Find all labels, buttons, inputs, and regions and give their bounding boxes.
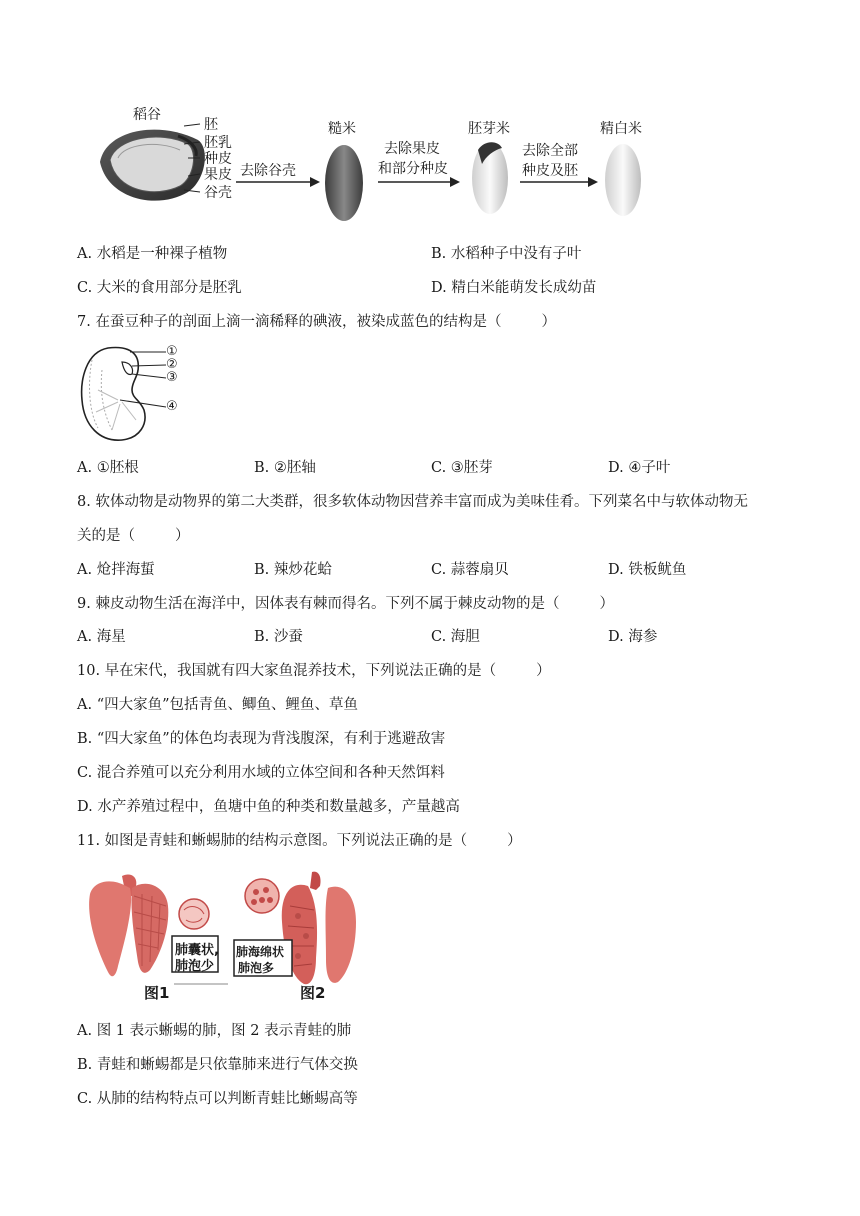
q11-option-a: A. 图 1 表示蜥蜴的肺，图 2 表示青蛙的肺 (77, 1023, 352, 1039)
stage2-label: 胚芽米 (468, 121, 510, 137)
lung-diagram-graphic (86, 866, 370, 1008)
q9-stem (77, 594, 614, 614)
lizard-lung-label-line1: 肺海绵状 (236, 945, 285, 959)
q9-option-b: B. 沙蚕 (254, 629, 303, 645)
rice-grain-icon (100, 130, 205, 201)
q10-stem-end: ） (536, 663, 551, 679)
q8-option-b: B. 辣炒花蛤 (254, 562, 332, 578)
q6-option-a: A. 水稻是一种裸子植物 (77, 246, 228, 262)
q11-stem (77, 831, 522, 851)
q8-option-c: C. 蒜蓉扇贝 (431, 562, 509, 578)
q10-option-c: C. 混合养殖可以充分利用水域的立体空间和各种天然饵料 (77, 765, 445, 781)
frog-lung-label-line2: 肺泡少 (175, 959, 215, 974)
q8-stem-line2 (77, 526, 190, 546)
part-seed-coat: 种皮 (204, 151, 232, 167)
lizard-lung-label-line2: 肺泡多 (238, 961, 275, 975)
stage3-label: 精白米 (600, 121, 642, 137)
q8-stem-end: ） (175, 528, 190, 544)
q9-stem-text: 9. 棘皮动物生活在海洋中，因体表有棘而得名。下列不属于棘皮动物的是（ (77, 596, 560, 612)
step2-label-line1: 去除果皮 (384, 141, 440, 157)
q11-stem-text: 11. 如图是青蛙和蜥蜴肺的结构示意图。下列说法正确的是（ (77, 833, 468, 849)
q8-option-a: A. 炝拌海蜇 (77, 562, 155, 578)
q10-stem (77, 661, 551, 681)
figure-1-caption: 图1 (144, 984, 170, 1002)
polished-rice-icon (605, 144, 641, 216)
q8-option-d: D. 铁板鱿鱼 (608, 562, 687, 578)
frog-lung-icon (89, 874, 168, 976)
step3-label-line1: 去除全部 (522, 143, 578, 159)
q10-option-b: B. “四大家鱼”的体色均表现为背浅腹深，有利于逃避敌害 (77, 731, 446, 747)
brown-rice-icon (325, 145, 363, 221)
q7-option-b: B. ②胚轴 (254, 460, 316, 476)
lizard-lung-icon (282, 872, 356, 985)
q11-stem-end: ） (507, 833, 522, 849)
step1-label: 去除谷壳 (240, 163, 296, 179)
q11-option-c: C. 从肺的结构特点可以判断青蛙比蜥蜴高等 (77, 1091, 358, 1107)
q7-stem (77, 312, 556, 332)
stage1-label: 糙米 (328, 121, 356, 137)
figure-2-caption: 图2 (300, 984, 326, 1002)
q9-option-d: D. 海参 (608, 629, 658, 645)
lung-comparison-figure (86, 866, 370, 1008)
q8-stem-line1: 8. 软体动物是动物界的第二大类群，很多软体动物因营养丰富而成为美味佳肴。下列菜名中与软体动物无 (77, 494, 748, 510)
frog-lung-label-line1: 肺囊状, (175, 943, 219, 958)
q8-stem-text: 关的是（ (77, 528, 135, 544)
step3-label-line2: 种皮及胚 (522, 163, 578, 179)
q7-option-a: A. ①胚根 (77, 460, 139, 476)
broad-bean-seed-figure (78, 340, 188, 446)
part-hull: 谷壳 (204, 185, 232, 201)
q6-option-d: D. 精白米能萌发长成幼苗 (431, 280, 597, 296)
step2-label-line2: 和部分种皮 (378, 161, 448, 177)
seed-label-4: ④ (166, 399, 178, 414)
q10-option-d: D. 水产养殖过程中，鱼塘中鱼的种类和数量越多，产量越高 (77, 799, 460, 815)
rice-processing-figure (88, 100, 658, 225)
grain-title: 稻谷 (133, 107, 161, 123)
lizard-lung-zoom-icon (245, 879, 279, 913)
q10-stem-text: 10. 早在宋代，我国就有四大家鱼混养技术，下列说法正确的是（ (77, 663, 497, 679)
germ-rice-icon (472, 142, 508, 214)
q9-option-a: A. 海星 (77, 629, 126, 645)
part-endosperm: 胚乳 (204, 135, 232, 151)
part-pericarp: 果皮 (204, 167, 232, 183)
frog-lung-zoom-icon (179, 899, 209, 929)
q9-option-c: C. 海胆 (431, 629, 480, 645)
q7-stem-text: 7. 在蚕豆种子的剖面上滴一滴稀释的碘液，被染成蓝色的结构是（ (77, 314, 502, 330)
q7-stem-end: ） (541, 314, 556, 330)
seed-label-2: ② (166, 357, 178, 372)
q6-option-b: B. 水稻种子中没有子叶 (431, 246, 582, 262)
q9-stem-end: ） (599, 596, 614, 612)
seed-label-1: ① (166, 344, 178, 359)
q7-option-c: C. ③胚芽 (431, 460, 493, 476)
seed-label-3: ③ (166, 370, 178, 385)
q10-option-a: A. “四大家鱼”包括青鱼、鲫鱼、鲤鱼、草鱼 (77, 697, 359, 713)
q11-option-b: B. 青蛙和蜥蜴都是只依靠肺来进行气体交换 (77, 1057, 358, 1073)
q6-option-c: C. 大米的食用部分是胚乳 (77, 280, 242, 296)
q7-option-d: D. ④子叶 (608, 460, 671, 476)
part-embryo: 胚 (204, 117, 218, 133)
